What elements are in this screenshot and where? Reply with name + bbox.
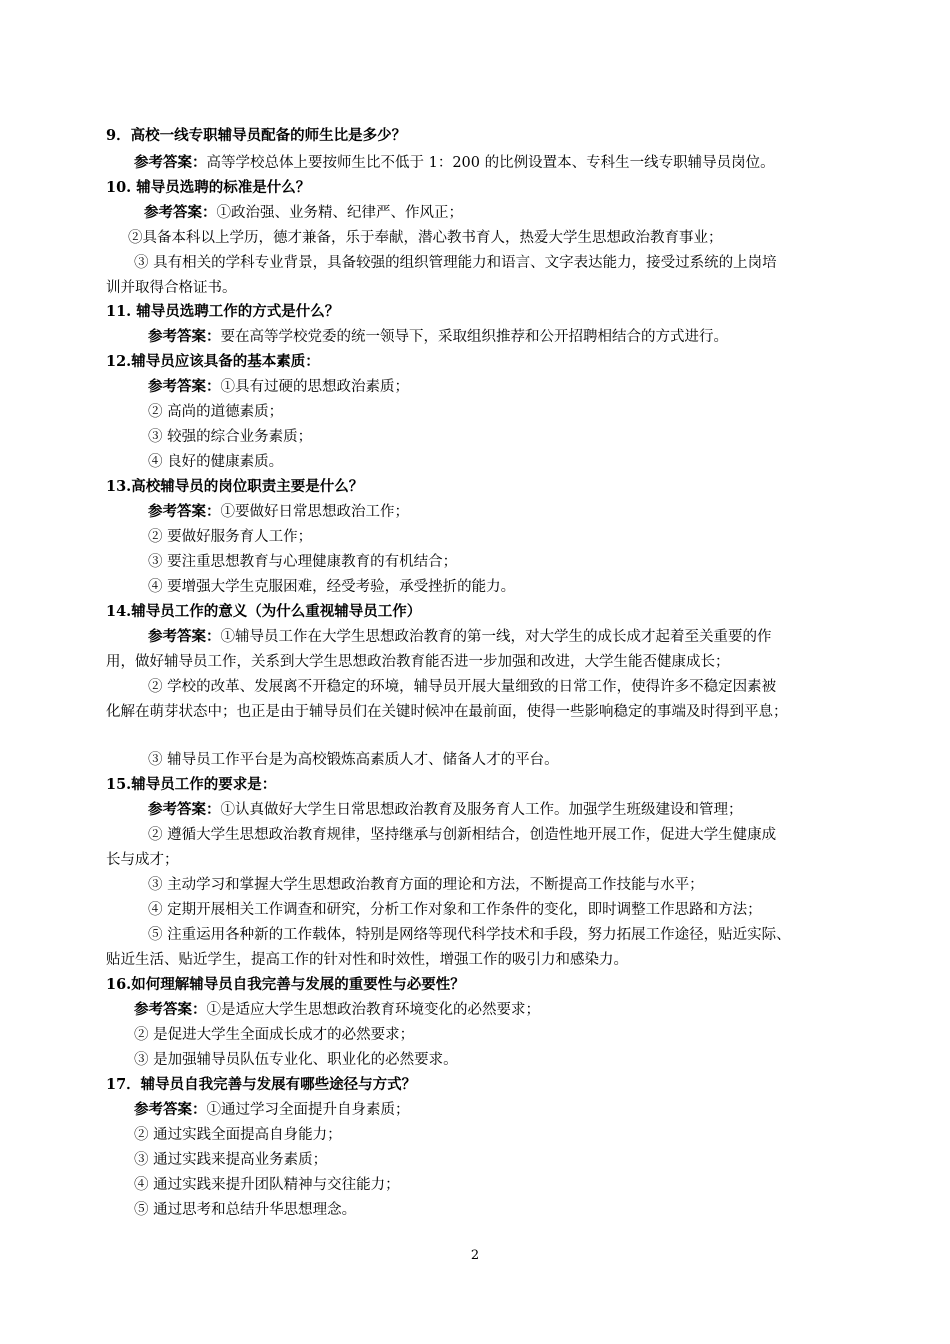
question-12-title: 12.辅导员应该具备的基本素质： — [106, 353, 320, 370]
question-15-answer-2-line-1: ② 遵循大学生思想政治教育规律，坚持继承与创新相结合，创造性地开展工作，促进大学生健康成 — [148, 827, 777, 843]
answer-text: 要在高等学校党委的统一领导下，采取组织推荐和公开招聘相结合的方式进行。 — [220, 329, 728, 345]
question-13-answer-1 — [148, 502, 409, 522]
question-11-title: 11. 辅导员选聘工作的方式是什么？ — [106, 303, 340, 320]
answer-text: ①通过学习全面提升自身素质； — [206, 1102, 410, 1118]
answer-text: ①认真做好大学生日常思想政治教育及服务育人工作。加强学生班级建设和管理； — [220, 802, 743, 818]
question-10-title: 10. 辅导员选聘的标准是什么？ — [106, 179, 311, 196]
question-10-answer-3-line-2: 训并取得合格证书。 — [106, 280, 237, 296]
question-16-title: 16.如何理解辅导员自我完善与发展的重要性与必要性？ — [106, 976, 465, 993]
question-14-answer-2-line-1: ② 学校的改革、发展离不开稳定的环境，辅导员开展大量细致的日常工作，使得许多不稳定因素被 — [148, 679, 777, 695]
question-15-answer-4: ④ 定期开展相关工作调查和研究，分析工作对象和工作条件的变化，即时调整工作思路和方法； — [148, 902, 762, 918]
question-14-answer-1-line-2: 用，做好辅导员工作，关系到大学生思想政治教育能否进一步加强和改进，大学生能否健康成长； — [106, 654, 730, 670]
question-9-answer — [134, 153, 775, 173]
question-16-answer-1 — [134, 1000, 540, 1020]
question-13-answer-4: ④ 要增强大学生克服困难，经受考验，承受挫折的能力。 — [148, 579, 516, 595]
question-13-answer-2: ② 要做好服务育人工作； — [148, 529, 313, 545]
question-10-answer-1 — [144, 203, 463, 223]
question-9-title: 9．高校一线专职辅导员配备的师生比是多少？ — [106, 127, 407, 144]
answer-label: 参考答案： — [144, 204, 217, 221]
question-15-answer-3: ③ 主动学习和掌握大学生思想政治教育方面的理论和方法，不断提高工作技能与水平； — [148, 877, 704, 893]
question-14-title: 14.辅导员工作的意义（为什么重视辅导员工作） — [106, 603, 422, 620]
question-12-answer-1 — [148, 377, 409, 397]
question-15-answer-1 — [148, 800, 743, 820]
question-17-answer-1 — [134, 1100, 410, 1120]
question-16-answer-2: ② 是促进大学生全面成长成才的必然要求； — [134, 1027, 415, 1043]
answer-text: ①辅导员工作在大学生思想政治教育的第一线，对大学生的成长成才起着至关重要的作 — [220, 629, 772, 645]
answer-label: 参考答案： — [148, 628, 221, 645]
question-17-answer-3: ③ 通过实践来提高业务素质； — [134, 1152, 328, 1168]
answer-label: 参考答案： — [134, 1101, 207, 1118]
question-10-answer-2: ②具备本科以上学历，德才兼备，乐于奉献，潜心教书育人，热爱大学生思想政治教育事业； — [128, 230, 723, 246]
answer-text: 高等学校总体上要按师生比不低于 1：200 的比例设置本、专科生一线专职辅导员岗位。 — [206, 155, 775, 171]
question-13-answer-3: ③ 要注重思想教育与心理健康教育的有机结合； — [148, 554, 458, 570]
question-15-title: 15.辅导员工作的要求是： — [106, 776, 277, 793]
question-14-answer-3: ③ 辅导员工作平台是为高校锻炼高素质人才、储备人才的平台。 — [148, 752, 559, 768]
question-12-answer-2: ② 高尚的道德素质； — [148, 404, 284, 420]
question-12-answer-4: ④ 良好的健康素质。 — [148, 454, 284, 470]
answer-label: 参考答案： — [148, 503, 221, 520]
question-14-answer-2-line-2: 化解在萌芽状态中；也正是由于辅导员们在关键时候冲在最前面，使得一些影响稳定的事端及时得到平息； — [106, 704, 788, 720]
answer-label: 参考答案： — [148, 328, 221, 345]
question-17-answer-4: ④ 通过实践来提升团队精神与交往能力； — [134, 1177, 400, 1193]
answer-label: 参考答案： — [134, 1001, 207, 1018]
question-11-answer — [148, 327, 728, 347]
question-13-title: 13.高校辅导员的岗位职责主要是什么？ — [106, 478, 364, 495]
answer-label: 参考答案： — [148, 378, 221, 395]
question-15-answer-2-line-2: 长与成才； — [106, 852, 179, 868]
question-10-answer-3-line-1: ③ 具有相关的学科专业背景，具备较强的组织管理能力和语言、文字表达能力，接受过系统的上岗培 — [134, 255, 777, 271]
question-12-answer-3: ③ 较强的综合业务素质； — [148, 429, 313, 445]
question-17-answer-5: ⑤ 通过思考和总结升华思想理念。 — [134, 1202, 357, 1218]
answer-text: ①是适应大学生思想政治教育环境变化的必然要求； — [206, 1002, 540, 1018]
question-15-answer-5-line-2: 贴近生活、贴近学生，提高工作的针对性和时效性，增强工作的吸引力和感染力。 — [106, 952, 628, 968]
page-number: 2 — [470, 1248, 480, 1263]
question-15-answer-5-line-1: ⑤ 注重运用各种新的工作载体，特别是网络等现代科学技术和手段，努力拓展工作途径，贴近实际、 — [148, 927, 791, 943]
question-17-answer-2: ② 通过实践全面提高自身能力； — [134, 1127, 342, 1143]
question-17-title: 17．辅导员自我完善与发展有哪些途径与方式？ — [106, 1076, 417, 1093]
answer-label: 参考答案： — [134, 154, 207, 171]
answer-label: 参考答案： — [148, 801, 221, 818]
answer-text: ①具有过硬的思想政治素质； — [220, 379, 409, 395]
answer-text: ①要做好日常思想政治工作； — [220, 504, 409, 520]
answer-text: ①政治强、业务精、纪律严、作风正； — [216, 205, 463, 221]
question-14-answer-1-line-1 — [148, 627, 772, 647]
question-16-answer-3: ③ 是加强辅导员队伍专业化、职业化的必然要求。 — [134, 1052, 458, 1068]
